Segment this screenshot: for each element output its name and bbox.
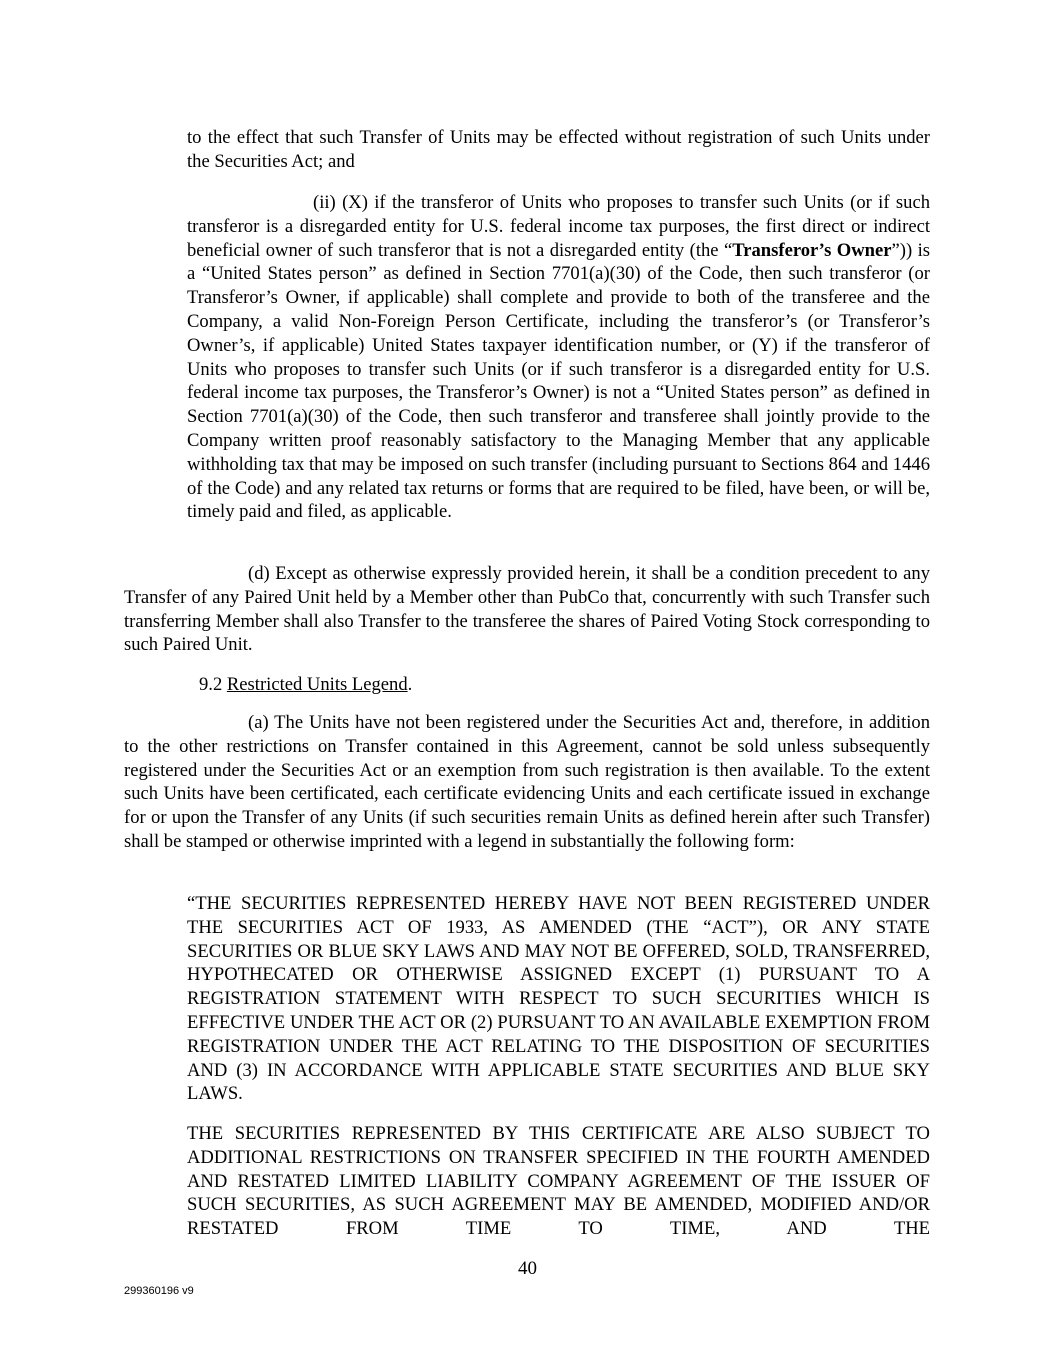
- clause-d-text: (d) Except as otherwise expressly provided herein, it shall be a condition precedent to any Transfer of any Paired Unit held by a Member other than PubCo that, concurrently with such Transfer such transferring Member shall also Transfer to the transferee the shares of Paired Voting Stock corresponding to such Paired Unit.: [124, 563, 930, 656]
- defined-term-transferors-owner: Transferor’s Owner: [732, 239, 892, 261]
- clause-ii-text-end: ”)) is a “United States person” as defined in Section 7701(a)(30) of the Code, then such transferor (or Transferor’s Owner, if applicable) shall complete and provide to both of the transferee and the Company, a valid Non-Foreign Person Certificate, including the transferor’s (or Transferor’s Owner’s, if applicable) United States taxpayer identification number, or (Y) if the transferor of Units who proposes to transfer such Units (or if such transferor is a disregarded entity for U.S. federal income tax purposes, the Transferor’s Owner) is not a “United States person” as defined in Section 7701(a)(30) of the Code, then such transferor and transferee shall jointly provide to the Company written proof reasonably satisfactory to the Managing Member that any applicable withholding tax that may be imposed on such transfer (including pursuant to Sections 864 and 1446 of the Code) and any related tax returns or forms that are required to be filed, have been, or will be, timely paid and filed, as applicable.: [187, 239, 930, 523]
- continuation-text: to the effect that such Transfer of Units may be effected without registration of such Units under the Securities Act; and: [187, 127, 930, 172]
- section-title-period: .: [407, 674, 413, 695]
- clause-a-text: (a) The Units have not been registered under the Securities Act and, therefore, in addition to the other restrictions on Transfer contained in this Agreement, cannot be sold unless subsequently registered under the Securities Act or an exemption from such registration is then available. To the extent such Units have been certificated, each certificate evidencing Units and each certificate issued in exchange for or upon the Transfer of any Units (if such securities remain Units as defined herein after such Transfer) shall be stamped or otherwise imprinted with a legend in substantially the following form:: [124, 712, 930, 852]
- clause-ii-text-start: (ii) (X) if the transferor of Units who proposes to transfer such Units (or if such transferor is a disregarded entity for U.S. federal income tax purposes, the first direct or indirect beneficial owner of such transferor that is not a disregarded entity (the “: [187, 192, 930, 261]
- legend-2-text: THE SECURITIES REPRESENTED BY THIS CERTIFICATE ARE ALSO SUBJECT TO ADDITIONAL RESTRICTIONS ON TRANSFER SPECIFIED IN THE FOURTH AMENDED AND RESTATED LIMITED LIABILITY COMPANY AGREEMENT OF THE ISSUER OF SUCH SECURITIES, AS SUCH AGREEMENT MAY BE AMENDED, MODIFIED AND/OR RESTATED FROM TIME TO TIME, AND THE: [187, 1123, 930, 1240]
- section-heading: [199, 673, 412, 697]
- clause-ii-paragraph: [187, 191, 930, 524]
- legend-paragraph-1: [187, 892, 930, 1106]
- legend-paragraph-2: [187, 1122, 930, 1241]
- legend-1-text: “THE SECURITIES REPRESENTED HEREBY HAVE NOT BEEN REGISTERED UNDER THE SECURITIES ACT OF 1933, AS AMENDED (THE “ACT”), OR ANY STATE SECURITIES OR BLUE SKY LAWS AND MAY NOT BE OFFERED, SOLD, TRANSFERRED, HYPOTHECATED OR OTHERWISE ASSIGNED EXCEPT (1) PURSUANT TO A REGISTRATION STATEMENT WITH RESPECT TO SUCH SECURITIES WHICH IS EFFECTIVE UNDER THE ACT OR (2) PURSUANT TO AN AVAILABLE EXEMPTION FROM REGISTRATION UNDER THE ACT RELATING TO THE DISPOSITION OF SECURITIES AND (3) IN ACCORDANCE WITH APPLICABLE STATE SECURITIES AND BLUE SKY LAWS.: [187, 893, 930, 1105]
- continuation-paragraph: [187, 126, 930, 174]
- section-number: 9.2: [199, 674, 223, 695]
- clause-a-paragraph: [124, 711, 930, 854]
- section-title: Restricted Units Legend: [226, 674, 408, 695]
- page-number: 40: [518, 1258, 537, 1279]
- clause-d-paragraph: [124, 562, 930, 657]
- document-id: 299360196 v9: [124, 1285, 194, 1297]
